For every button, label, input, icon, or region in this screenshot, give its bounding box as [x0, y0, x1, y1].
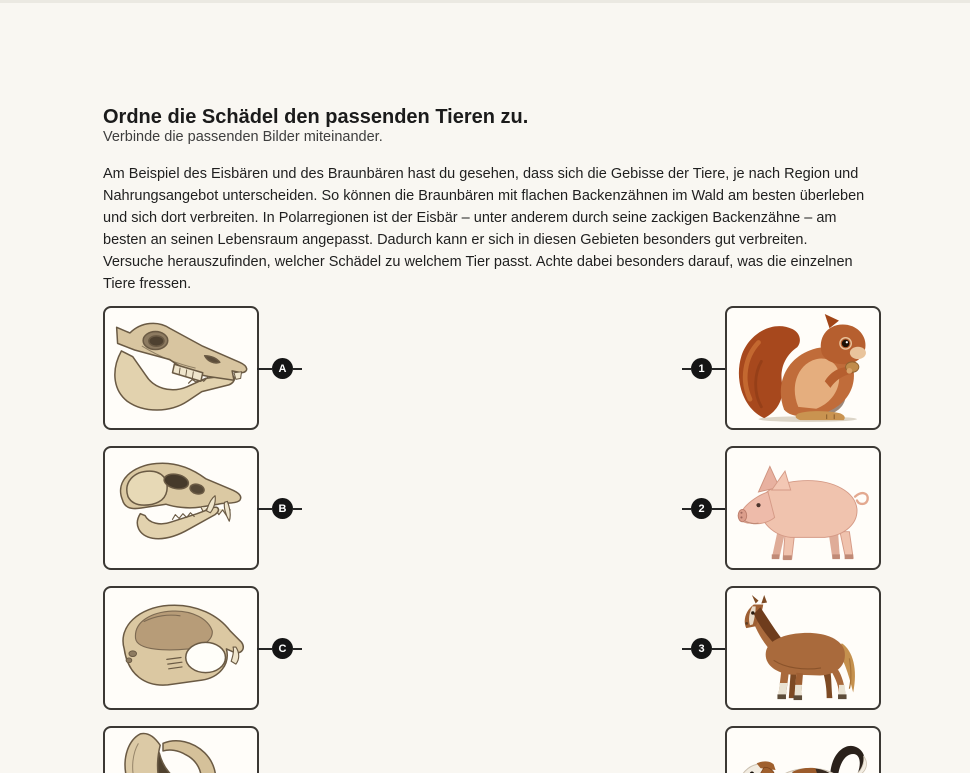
predator-skull-icon [110, 455, 252, 561]
animal-image-4[interactable] [725, 726, 881, 773]
match-row-1 [0, 306, 970, 430]
connector-line [682, 648, 691, 650]
match-row-4 [0, 726, 970, 773]
connector-left-c [257, 638, 302, 659]
connector-handle-2[interactable]: 2 [691, 498, 712, 519]
connector-line [257, 368, 272, 370]
connector-line [682, 368, 691, 370]
skull-image-b[interactable] [103, 446, 259, 570]
connector-left-b [257, 498, 302, 519]
connector-handle-1[interactable]: 1 [691, 358, 712, 379]
animal-image-1[interactable] [725, 306, 881, 430]
match-row-3 [0, 586, 970, 710]
skull-image-c[interactable] [103, 586, 259, 710]
connector-line [293, 508, 302, 510]
intro-paragraph-2: Versuche herauszufinden, welcher Schädel zu welchem Tier passt. Achte dabei besonders darauf, was die einzelnen Tiere fressen. [103, 254, 853, 292]
connector-line [293, 368, 302, 370]
page-title: Ordne die Schädel den passenden Tieren zu. [103, 106, 529, 129]
connector-right-2 [682, 498, 727, 519]
match-row-2 [0, 446, 970, 570]
page-top-edge [0, 0, 970, 3]
connector-handle-b[interactable]: B [272, 498, 293, 519]
connector-left-a [257, 358, 302, 379]
animal-image-3[interactable] [725, 586, 881, 710]
connector-handle-c[interactable]: C [272, 638, 293, 659]
connector-handle-3[interactable]: 3 [691, 638, 712, 659]
connector-right-1 [682, 358, 727, 379]
horse-skull-icon [110, 315, 252, 421]
horse-icon [732, 592, 874, 704]
connector-line [293, 648, 302, 650]
page-subtitle: Verbinde die passenden Bilder miteinander. [103, 129, 383, 145]
connector-line [257, 508, 272, 510]
intro-text [103, 163, 873, 295]
connector-line [257, 648, 272, 650]
partial-skull-icon [110, 732, 252, 773]
squirrel-icon [732, 312, 874, 424]
connector-line [682, 508, 691, 510]
intro-paragraph-1: Am Beispiel des Eisbären und des Braunbären hast du gesehen, dass sich die Gebisse der Tiere, je nach Region und Nahrungsangebot unterscheiden. So können die Braunbären mit flachen Backenzähnen im Wald am besten überleben und sich dort verbreiten. In Polarregionen ist der Eisbär – unter anderem durch seine zackigen Backenzähne – am besten an seinen Lebensraum angepasst. Dadurch kann er sich in diesen Gebieten besonders gut verbreiten. [103, 166, 865, 248]
connector-handle-a[interactable]: A [272, 358, 293, 379]
animal-image-2[interactable] [725, 446, 881, 570]
dog-icon [732, 736, 874, 773]
skull-image-a[interactable] [103, 306, 259, 430]
skull-image-d[interactable] [103, 726, 259, 773]
pig-icon [732, 452, 874, 564]
connector-right-3 [682, 638, 727, 659]
rodent-skull-icon [110, 595, 252, 701]
